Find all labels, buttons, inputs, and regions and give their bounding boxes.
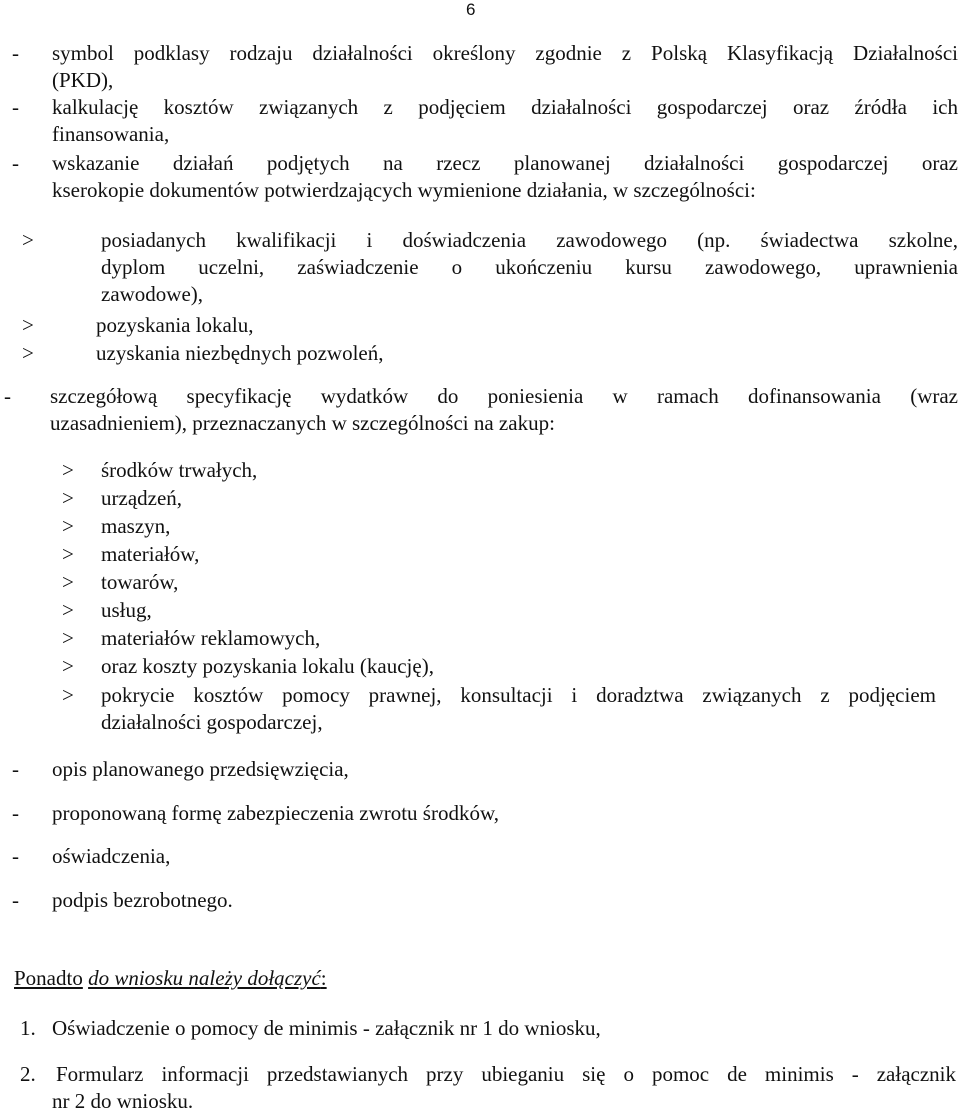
bullet-arrow: > — [62, 458, 74, 482]
page-number: 6 — [466, 0, 476, 19]
text-line: (PKD), — [52, 68, 114, 92]
text-line: proponowaną formę zabezpieczenia zwrotu środków, — [52, 801, 500, 825]
sub-list-item — [0, 340, 960, 367]
bullet-arrow: > — [22, 228, 34, 252]
text-line: uzyskania niezbędnych pozwoleń, — [96, 341, 384, 365]
item-number: 1. — [20, 1016, 36, 1040]
heading-colon: : — [320, 966, 327, 990]
text-line: finansowania, — [52, 122, 170, 146]
section-heading — [14, 965, 327, 992]
text-line: nr 2 do wniosku. — [52, 1089, 194, 1113]
bullet-arrow: > — [62, 654, 74, 678]
text-line: pokrycie kosztów pomocy prawnej, konsultacji i doradztwa związanych z podjęciem — [101, 683, 936, 707]
attachment-item — [0, 1015, 960, 1042]
bullet-arrow: > — [62, 626, 74, 650]
bullet-dash: - — [12, 888, 19, 912]
text-line: zawodowe), — [101, 282, 204, 306]
text-line: kalkulację kosztów związanych z podjęciem działalności gospodarczej oraz źródła ich — [52, 95, 958, 119]
sub-list-item — [0, 682, 960, 736]
list-item — [0, 887, 960, 914]
text-line: posiadanych kwalifikacji i doświadczenia zawodowego (np. świadectwa szkolne, — [101, 228, 958, 252]
text-line: Formularz informacji przedstawianych przy ubieganiu się o pomoc de minimis - załącznik — [56, 1062, 956, 1086]
bullet-dash: - — [12, 844, 19, 868]
text-line: kserokopie dokumentów potwierdzających wymienione działania, w szczególności: — [52, 178, 756, 202]
bullet-dash: - — [12, 41, 19, 65]
text-line: oraz koszty pozyskania lokalu (kaucję), — [101, 654, 434, 678]
bullet-arrow: > — [22, 341, 34, 365]
sub-list-item — [0, 653, 960, 680]
sub-list-item — [0, 569, 960, 596]
bullet-arrow: > — [62, 598, 74, 622]
text-line: dyplom uczelni, zaświadczenie o ukończeniu kursu zawodowego, uprawnienia — [101, 255, 958, 279]
text-line: oświadczenia, — [52, 844, 171, 868]
bullet-arrow: > — [62, 514, 74, 538]
list-item — [0, 150, 960, 204]
text-line: szczegółową specyfikację wydatków do poniesienia w ramach dofinansowania (wraz — [50, 384, 958, 408]
sub-list-item — [0, 312, 960, 339]
bullet-dash: - — [12, 757, 19, 781]
text-line: Oświadczenie o pomocy de minimis - załącznik nr 1 do wniosku, — [52, 1016, 601, 1040]
text-line: materiałów reklamowych, — [101, 626, 321, 650]
sub-list-item — [0, 597, 960, 624]
bullet-dash: - — [12, 801, 19, 825]
attachment-item — [0, 1061, 960, 1115]
list-item — [0, 756, 960, 783]
text-line: uzasadnieniem), przeznaczanych w szczególności na zakup: — [50, 411, 555, 435]
bullet-arrow: > — [62, 683, 74, 707]
sub-list-item — [0, 457, 960, 484]
sub-list-item — [0, 485, 960, 512]
list-item — [0, 383, 960, 437]
list-item — [0, 800, 960, 827]
text-line: usług, — [101, 598, 152, 622]
text-line: towarów, — [101, 570, 179, 594]
sub-list-item — [0, 227, 960, 309]
bullet-arrow: > — [62, 486, 74, 510]
text-line: działalności gospodarczej, — [101, 710, 323, 734]
bullet-arrow: > — [22, 313, 34, 337]
bullet-dash: - — [12, 95, 19, 119]
text-line: opis planowanego przedsięwzięcia, — [52, 757, 349, 781]
bullet-arrow: > — [62, 542, 74, 566]
item-number: 2. — [20, 1062, 36, 1086]
text-line: maszyn, — [101, 514, 171, 538]
list-item — [0, 94, 960, 148]
text-line: materiałów, — [101, 542, 200, 566]
sub-list-item — [0, 625, 960, 652]
heading-text-italic: do wniosku należy dołączyć — [88, 966, 321, 990]
sub-list-item — [0, 513, 960, 540]
text-line: wskazanie działań podjętych na rzecz planowanej działalności gospodarczej oraz — [52, 151, 958, 175]
list-item — [0, 40, 960, 94]
text-line: środków trwałych, — [101, 458, 258, 482]
list-item — [0, 843, 960, 870]
bullet-arrow: > — [62, 570, 74, 594]
heading-text: Ponadto — [14, 966, 83, 990]
text-line: podpis bezrobotnego. — [52, 888, 233, 912]
sub-list-item — [0, 541, 960, 568]
text-line: symbol podklasy rodzaju działalności określony zgodnie z Polską Klasyfikacją Działalności — [52, 41, 958, 65]
bullet-dash: - — [4, 384, 11, 408]
text-line: pozyskania lokalu, — [96, 313, 254, 337]
bullet-dash: - — [12, 151, 19, 175]
text-line: urządzeń, — [101, 486, 183, 510]
